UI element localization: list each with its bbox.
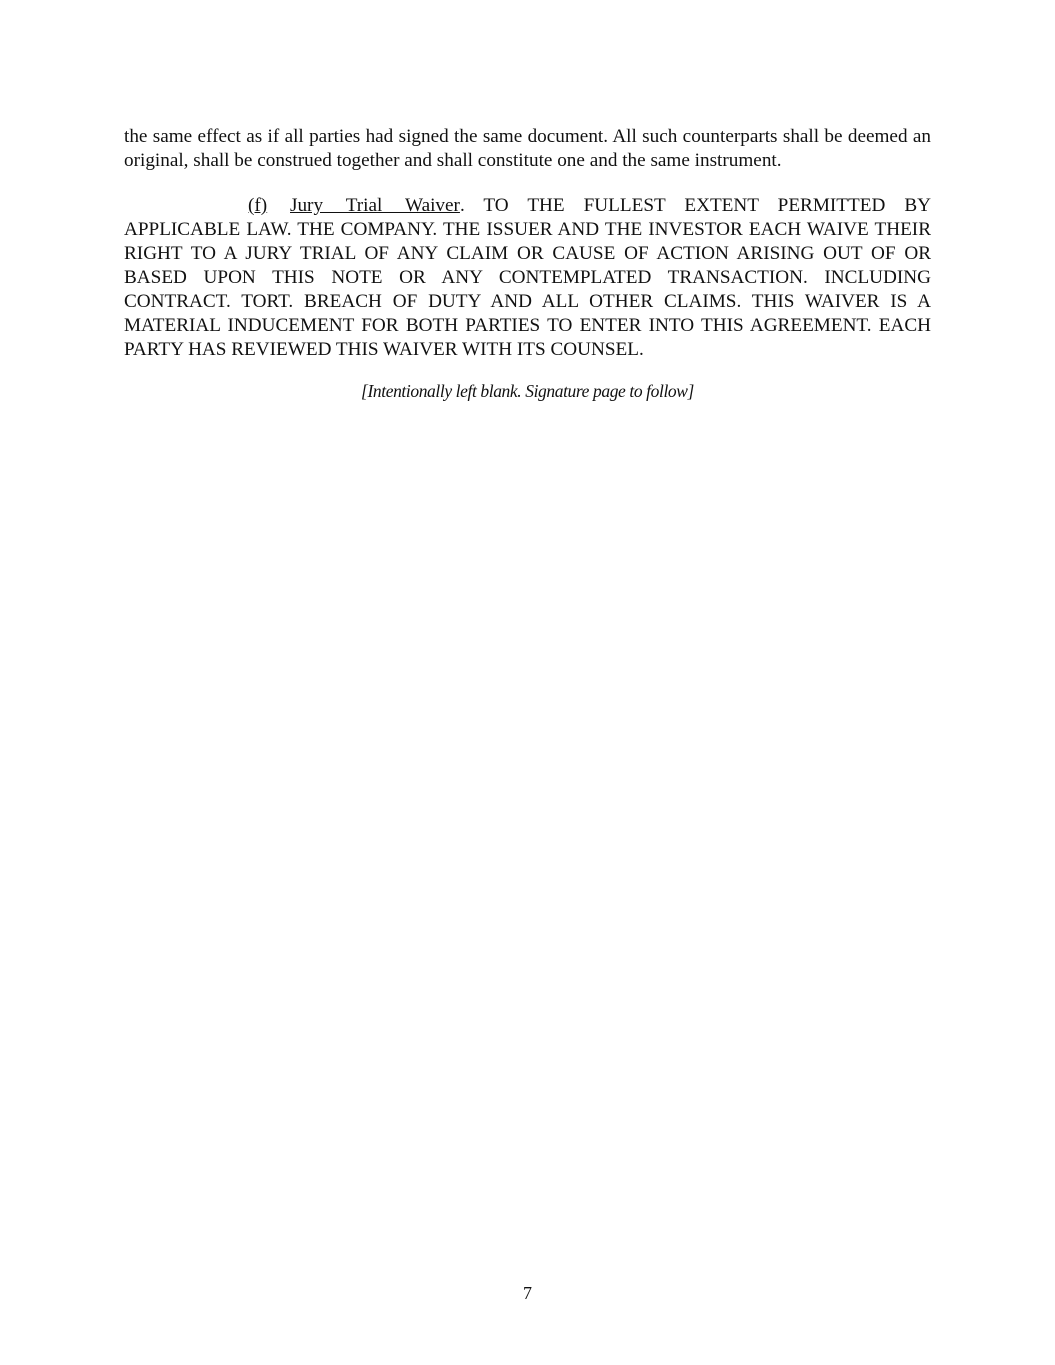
signature-placeholder-note: [Intentionally left blank. Signature page to follow] [361,381,694,401]
section-f-label: (f) [248,195,268,216]
section-f-heading-punctuation: . [459,195,465,216]
section-f-paragraph [124,194,931,362]
section-f-text: TO THE FULLEST EXTENT PERMITTED BY APPLICABLE LAW. THE COMPANY. THE ISSUER AND THE INVESTOR EACH WAIVE THEIR RIGHT TO A JURY TRIAL OF ANY CLAIM OR CAUSE OF ACTION ARISING OUT OF OR BASED UPON THIS NOTE OR ANY CONTEMPLATED TRANSACTION. INCLUDING CONTRACT. TORT. BREACH OF DUTY AND ALL OTHER CLAIMS. THIS WAIVER IS A MATERIAL INDUCEMENT FOR BOTH PARTIES TO ENTER INTO THIS AGREEMENT. EACH PARTY HAS REVIEWED THIS WAIVER WITH ITS COUNSEL. [124,195,931,360]
section-f-heading: Jury Trial Waiver [290,195,460,216]
paragraph-continuation: the same effect as if all parties had signed the same document. All such counterparts shall be deemed an original, shall be construed together and shall constitute one and the same instrument. [124,126,931,171]
page-number: 7 [523,1283,532,1303]
